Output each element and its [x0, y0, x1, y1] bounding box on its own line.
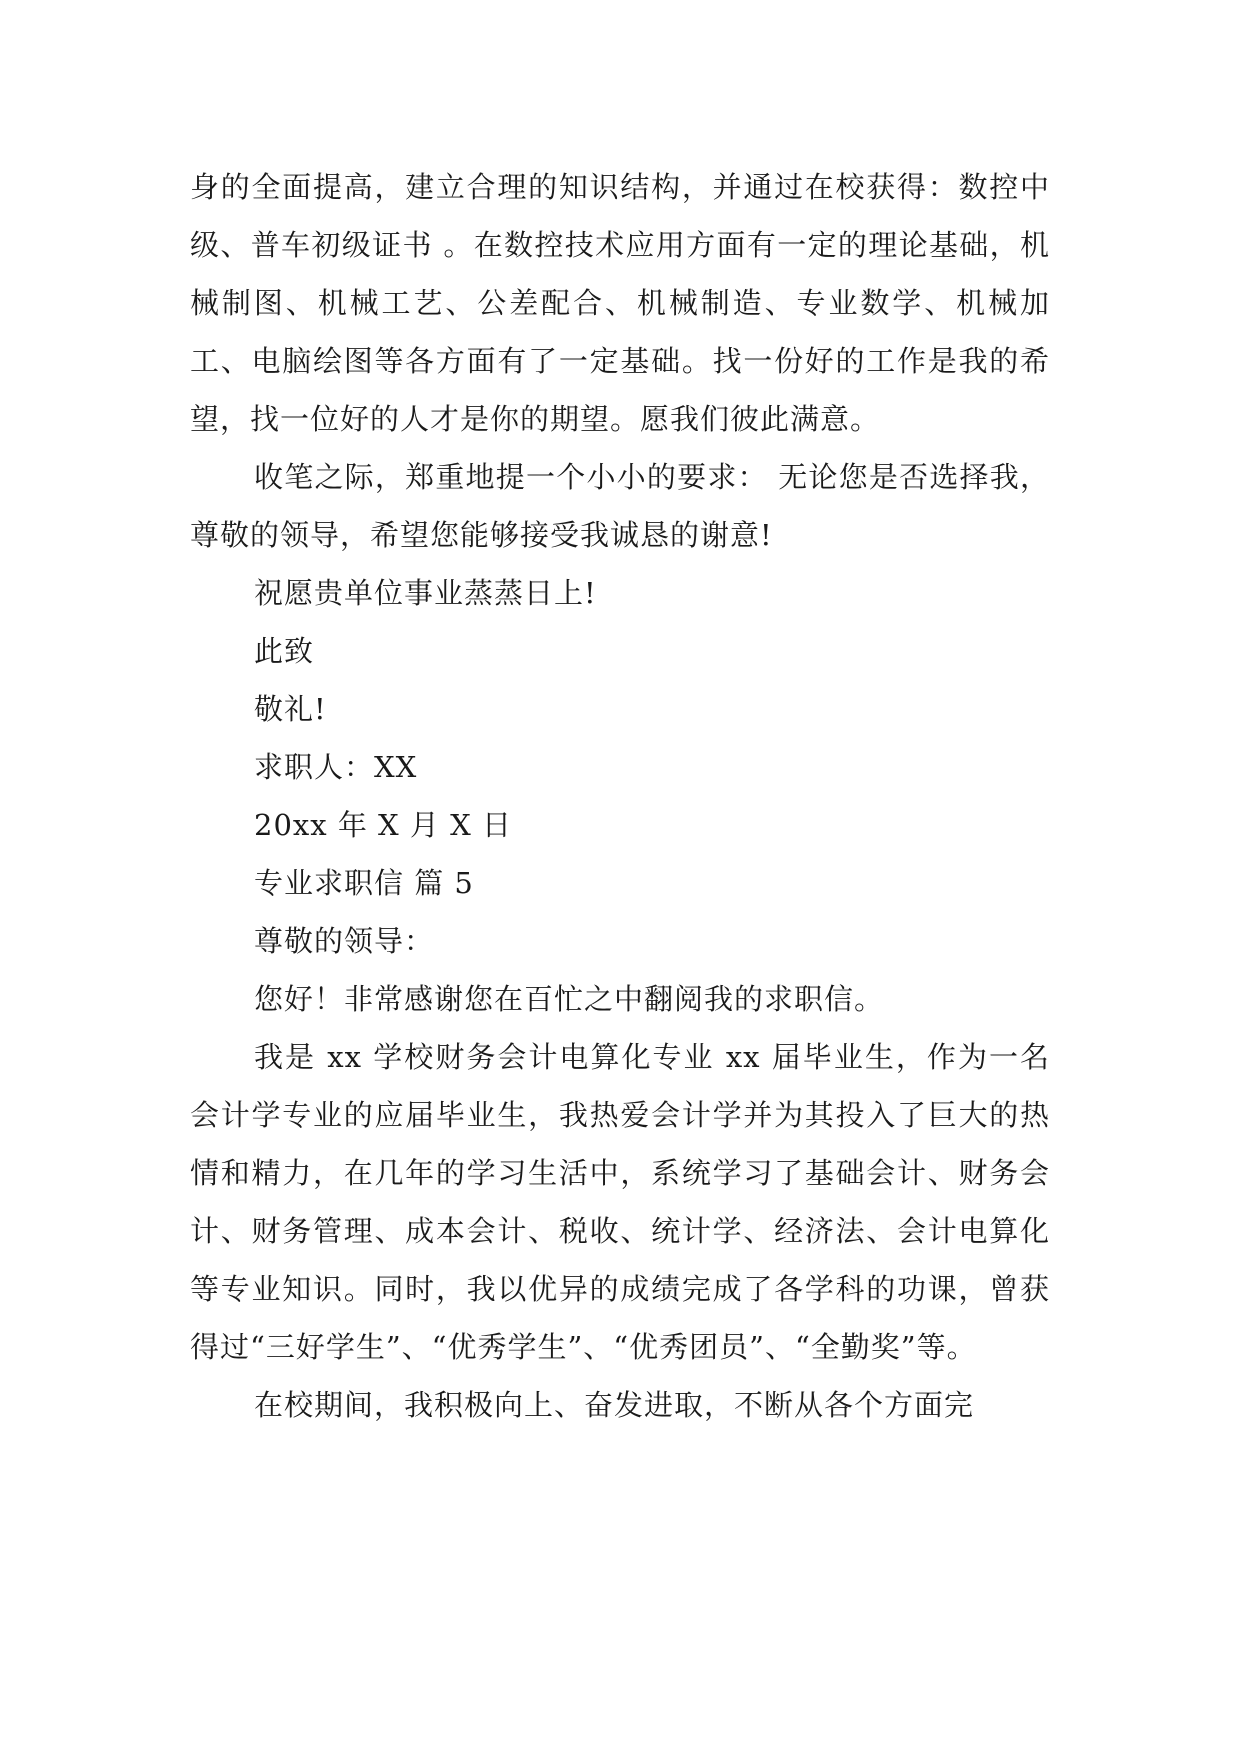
salutation-jingli: 敬礼!	[254, 692, 327, 726]
paragraph-education-summary: 身的全面提高，建立合理的知识结构，并通过在校获得：数控中级、普车初级证书 。在数控技术应用方面有一定的理论基础，机械制图、机械工艺、公差配合、机械制造、专业数学、机械加工、电脑绘图等各方面有了一定基础。找一份好的工作是我的希望，找一位好的人才是你的期望。愿我们彼此满意。	[190, 170, 1050, 436]
paragraph-self-introduction: 我是 xx 学校财务会计电算化专业 xx 届毕业生，作为一名会计学专业的应届毕业生，我热爱会计学并为其投入了巨大的热情和精力，在几年的学习生活中，系统学习了基础会计、财务会计、财务管理、成本会计、税收、统计学、经济法、会计电算化等专业知识。同时，我以优异的成绩完成了各学科的功课，曾获得过“三好学生”、“优秀学生”、“优秀团员”、“全勤奖”等。	[190, 1040, 1050, 1364]
letter-body	[190, 158, 1050, 1434]
greeting-hello: 您好！非常感谢您在百忙之中翻阅我的求职信。	[254, 982, 885, 1016]
signature-applicant: 求职人：XX	[254, 750, 418, 784]
greeting-respected-leader: 尊敬的领导：	[254, 924, 435, 958]
salutation-cizhi: 此致	[254, 634, 315, 668]
signature-date: 20xx 年 X 月 X 日	[254, 808, 512, 842]
paragraph-closing-request: 收笔之际，郑重地提一个小小的要求： 无论您是否选择我，尊敬的领导，希望您能够接受我诚恳的谢意!	[190, 460, 1050, 552]
paragraph-school-period: 在校期间，我积极向上、奋发进取，不断从各个方面完	[254, 1388, 975, 1422]
paragraph-wishes: 祝愿贵单位事业蒸蒸日上!	[254, 576, 597, 610]
section-heading: 专业求职信 篇 5	[254, 866, 474, 900]
